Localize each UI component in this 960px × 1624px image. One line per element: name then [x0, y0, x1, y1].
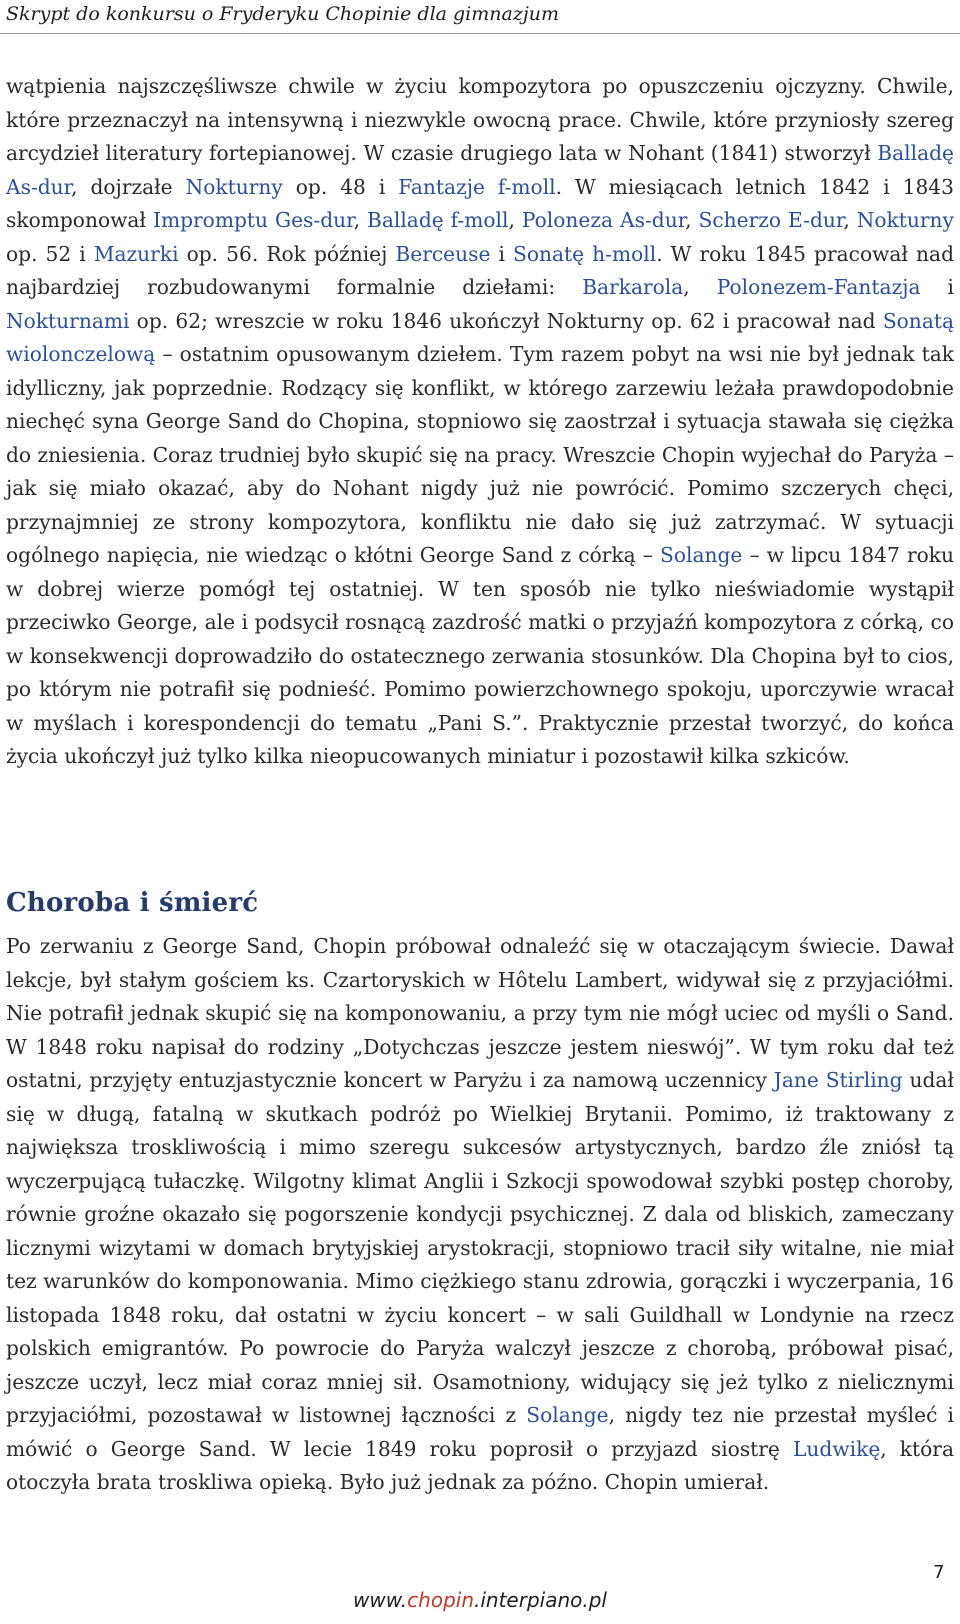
- link-ballade-as-dur[interactable]: Balladę As-dur: [6, 141, 954, 199]
- section-heading: Choroba i śmierć: [6, 888, 259, 918]
- header-divider: [0, 33, 960, 34]
- link-barkarola[interactable]: Barkarola: [582, 275, 684, 299]
- text-segment: ,: [508, 208, 522, 232]
- link-sonata-wiolonczelowa[interactable]: Sonatą wiolonczelową: [6, 308, 954, 366]
- text-segment: ,: [685, 208, 699, 232]
- link-impromptu-ges-dur[interactable]: Impromptu Ges-dur: [152, 208, 354, 232]
- link-fantazje-f-moll[interactable]: Fantazje f-moll: [398, 174, 556, 199]
- text-segment: ,: [843, 208, 857, 232]
- header-title: Skrypt do konkursu o Fryderyku Chopinie dla gimnazjum: [6, 3, 559, 25]
- text-segment: , dojrzałe: [71, 174, 186, 199]
- text-segment: op. 56. Rok później: [178, 241, 396, 266]
- paragraph-illness: [6, 930, 954, 1500]
- link-sonate-h-moll[interactable]: Sonatę h-moll: [513, 241, 657, 266]
- text-segment: op. 62; wreszcie w roku 1846 ukończył Nokturny op. 62 i pracował nad: [129, 308, 883, 333]
- text-segment: , która otoczyła brata troskliwa opieką. Było już jednak za późno. Chopin umierał.: [6, 1436, 954, 1494]
- link-solange-2[interactable]: Solange: [526, 1403, 609, 1427]
- footer-url-prefix: www.: [353, 1588, 408, 1612]
- text-segment: wątpienia najszczęśliwsze chwile w życiu kompozytora po opuszczeniu ojczyzny. Chwile, które przeznaczył na intensywną i niezwykle owocną prace. Chwile, które przyniosły szereg arcydzieł literatury fortepianowej. W czasie drugiego lata w Nohant (1841) stworzył: [6, 74, 954, 165]
- footer-url[interactable]: [0, 1588, 960, 1612]
- text-segment: udał się w długą, fatalną w skutkach podróż po Wielkiej Brytanii. Pomimo, iż traktowany z największa troskliwością i mimo szeregu sukcesów artystycznych, bardzo źle zniósł tą wyczerpującą tułaczkę. Wilgotny klimat Anglii i Szkocji spowodował szybki postęp choroby, równie groźne okazało się pogorszenie kondycji psychicznej. Z dala od bliskich, zameczany licznymi wizytami w domach brytyjskiej arystokracji, stopniowo tracił siły witalne, nie miał tez warunków do komponowania. Mimo ciężkiego stanu zdrowia, gorączki i wyczerpania, 16 listopada 1848 roku, dał ostatni w życiu koncert – w sali Guildhall w Londynie na rzecz polskich emigrantów. Po powrocie do Paryża walczył jeszcze z chorobą, próbował pisać, jeszcze uczył, lecz miał coraz mniej sił. Osamotniony, widujący się jeż tylko z nielicznymi przyjaciółmi, pozostawał w listownej łączności z: [6, 1068, 954, 1427]
- link-polonez-fantazja[interactable]: Polonezem-Fantazja: [716, 275, 921, 299]
- text-segment: Po zerwaniu z George Sand, Chopin próbował odnaleźć się w otaczającym świecie. Dawał lekcje, był stałym gościem ks. Czartoryskich w Hôtelu Lambert, widywał się z przyjaciółmi. Nie potrafił jednak skupić się na komponowaniu, a przy tym nie mógł uciec od myśli o Sand. W 1848 roku napisał do rodziny „Dotychczas jeszcze jestem nieswój”. W tym roku dał też ostatni, przyjęty entuzjastycznie koncert w Paryżu i za namową uczennicy: [6, 934, 954, 1092]
- paragraph-nohant: [6, 70, 954, 774]
- link-nokturny-op52[interactable]: Nokturny: [856, 208, 954, 232]
- link-poloneza-as-dur[interactable]: Poloneza As-dur: [521, 208, 686, 232]
- footer-url-accent: chopin: [407, 1588, 474, 1612]
- footer-url-suffix: .interpiano.pl: [474, 1588, 607, 1612]
- text-segment: . W roku 1845 pracował nad najbardziej rozbudowanymi formalnie dziełami:: [6, 241, 954, 299]
- link-ballade-f-moll[interactable]: Balladę f-moll: [367, 208, 509, 232]
- text-segment: , nigdy tez nie przestał myśleć i mówić o George Sand. W lecie 1849 roku poprosił o przyjazd siostrę: [6, 1403, 954, 1461]
- text-segment: ,: [353, 208, 367, 232]
- page-header: [0, 0, 960, 36]
- text-segment: i: [920, 275, 954, 299]
- link-solange[interactable]: Solange: [660, 543, 743, 567]
- text-segment: . W miesiącach letnich 1842 i 1843 skomponował: [6, 174, 954, 232]
- text-segment: – ostatnim opusowanym dziełem. Tym razem pobyt na wsi nie był jednak tak idylliczny, jak poprzednie. Rodzący się konflikt, w którego zarzewiu leżała prawdopodobnie niechęć syna George Sand do Chopina, stopniowo się zaostrzał i sytuacja stawała się ciężka do zniesienia. Coraz trudniej było skupić się na pracy. Wreszcie Chopin wyjechał do Paryża – jak się miało okazać, aby do Nohant nigdy już nie powrócić. Pomimo szczerych chęci, przynajmniej ze strony kompozytora, konfliktu nie dało się już zatrzymać. W sytuacji ogólnego napięcia, nie wiedząc o kłótni George Sand z córką –: [6, 342, 954, 567]
- link-berceuse[interactable]: Berceuse: [395, 241, 491, 266]
- link-jane-stirling[interactable]: Jane Stirling: [773, 1068, 903, 1092]
- page-number: 7: [933, 1562, 945, 1583]
- text-segment: ,: [683, 275, 717, 299]
- text-segment: op. 48 i: [282, 174, 399, 199]
- link-ludwike[interactable]: Ludwikę: [793, 1436, 881, 1461]
- link-nokturnami[interactable]: Nokturnami: [6, 308, 130, 333]
- link-scherzo-e-dur[interactable]: Scherzo E-dur: [698, 208, 844, 232]
- link-nokturny[interactable]: Nokturny: [185, 174, 283, 199]
- text-segment: – w lipcu 1847 roku w dobrej wierze pomógł tej ostatniej. W ten sposób nie tylko nieświadomie wystąpił przeciwko George, ale i podsycił rosnącą zazdrość matki o przyjaźń kompozytora z córką, co w konsekwencji doprowadziło do ostatecznego zerwania stosunków. Dla Chopina był to cios, po którym nie potrafił się podnieść. Pomimo powierzchownego spokoju, uporczywie wracał w myślach i korespondencji do tematu „Pani S.”. Praktycznie przestał tworzyć, do końca życia ukończył już tylko kilka nieopucowanych miniatur i pozostawił kilka szkiców.: [6, 543, 954, 768]
- text-segment: i: [490, 241, 514, 266]
- text-segment: op. 52 i: [6, 241, 94, 266]
- link-mazurki[interactable]: Mazurki: [93, 241, 179, 266]
